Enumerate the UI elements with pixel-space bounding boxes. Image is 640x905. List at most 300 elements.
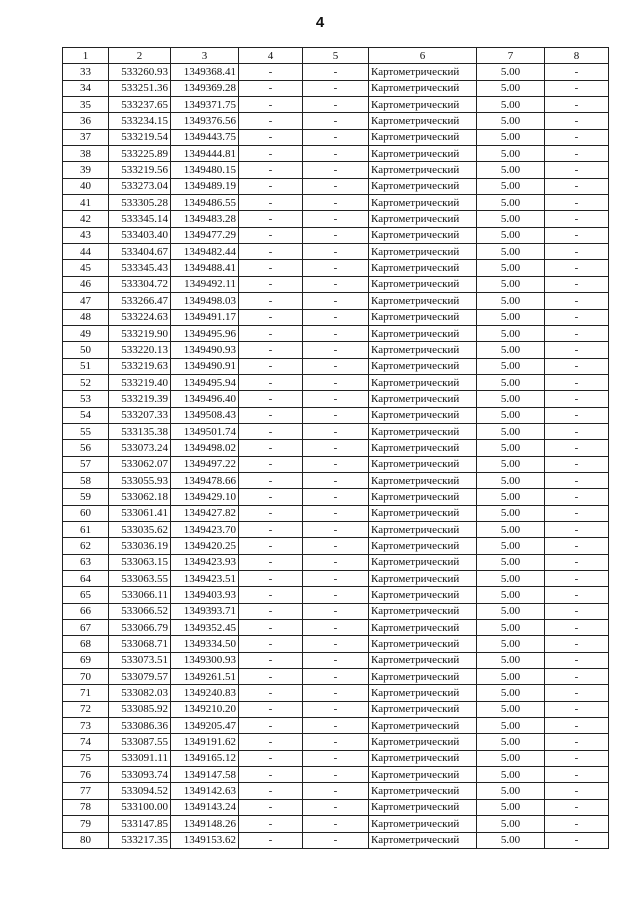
col5-cell: - (303, 701, 369, 717)
col5-cell: - (303, 293, 369, 309)
accuracy-cell: 5.00 (477, 358, 545, 374)
table-row (63, 685, 609, 701)
accuracy-cell: 5.00 (477, 718, 545, 734)
table-row (63, 129, 609, 145)
table-row (63, 64, 609, 80)
table-row (63, 456, 609, 472)
col5-cell: - (303, 734, 369, 750)
col4-cell: - (239, 211, 303, 227)
method-cell: Картометрический (369, 636, 477, 652)
col8-cell: - (545, 472, 609, 488)
col4-cell: - (239, 816, 303, 832)
table-row (63, 276, 609, 292)
point-number-cell: 57 (63, 456, 109, 472)
method-cell: Картометрический (369, 816, 477, 832)
x-coordinate-cell: 533251.36 (109, 80, 171, 96)
method-cell: Картометрический (369, 325, 477, 341)
col5-cell: - (303, 391, 369, 407)
col8-cell: - (545, 97, 609, 113)
method-cell: Картометрический (369, 211, 477, 227)
table-row (63, 80, 609, 96)
y-coordinate-cell: 1349429.10 (171, 489, 239, 505)
col4-cell: - (239, 603, 303, 619)
col5-cell: - (303, 97, 369, 113)
y-coordinate-cell: 1349376.56 (171, 113, 239, 129)
col8-cell: - (545, 799, 609, 815)
method-cell: Картометрический (369, 571, 477, 587)
col4-cell: - (239, 718, 303, 734)
x-coordinate-cell: 533093.74 (109, 767, 171, 783)
accuracy-cell: 5.00 (477, 767, 545, 783)
col5-cell: - (303, 342, 369, 358)
table-row (63, 521, 609, 537)
table-row (63, 325, 609, 341)
col4-cell: - (239, 456, 303, 472)
col5-cell: - (303, 358, 369, 374)
accuracy-cell: 5.00 (477, 603, 545, 619)
point-number-cell: 66 (63, 603, 109, 619)
y-coordinate-cell: 1349491.17 (171, 309, 239, 325)
col5-cell: - (303, 244, 369, 260)
col8-cell: - (545, 636, 609, 652)
col4-cell: - (239, 750, 303, 766)
accuracy-cell: 5.00 (477, 734, 545, 750)
col4-cell: - (239, 260, 303, 276)
col8-cell: - (545, 456, 609, 472)
x-coordinate-cell: 533063.15 (109, 554, 171, 570)
col4-cell: - (239, 554, 303, 570)
table-row (63, 113, 609, 129)
method-cell: Картометрический (369, 652, 477, 668)
y-coordinate-cell: 1349423.93 (171, 554, 239, 570)
table-row (63, 423, 609, 439)
accuracy-cell: 5.00 (477, 505, 545, 521)
col4-cell: - (239, 734, 303, 750)
method-cell: Картометрический (369, 783, 477, 799)
table-row (63, 718, 609, 734)
table-row (63, 620, 609, 636)
method-cell: Картометрический (369, 521, 477, 537)
col4-cell: - (239, 244, 303, 260)
accuracy-cell: 5.00 (477, 80, 545, 96)
y-coordinate-cell: 1349352.45 (171, 620, 239, 636)
col4-cell: - (239, 783, 303, 799)
col4-cell: - (239, 799, 303, 815)
accuracy-cell: 5.00 (477, 162, 545, 178)
table-row (63, 195, 609, 211)
point-number-cell: 55 (63, 423, 109, 439)
col4-cell: - (239, 407, 303, 423)
col5-cell: - (303, 80, 369, 96)
table-row (63, 178, 609, 194)
y-coordinate-cell: 1349498.03 (171, 293, 239, 309)
accuracy-cell: 5.00 (477, 227, 545, 243)
y-coordinate-cell: 1349443.75 (171, 129, 239, 145)
col8-cell: - (545, 113, 609, 129)
point-number-cell: 62 (63, 538, 109, 554)
col5-cell: - (303, 472, 369, 488)
y-coordinate-cell: 1349508.43 (171, 407, 239, 423)
y-coordinate-cell: 1349393.71 (171, 603, 239, 619)
col8-cell: - (545, 80, 609, 96)
accuracy-cell: 5.00 (477, 309, 545, 325)
accuracy-cell: 5.00 (477, 407, 545, 423)
col5-cell: - (303, 505, 369, 521)
method-cell: Картометрический (369, 260, 477, 276)
point-number-cell: 39 (63, 162, 109, 178)
table-row (63, 554, 609, 570)
y-coordinate-cell: 1349205.47 (171, 718, 239, 734)
col5-cell: - (303, 669, 369, 685)
point-number-cell: 51 (63, 358, 109, 374)
y-coordinate-cell: 1349240.83 (171, 685, 239, 701)
y-coordinate-cell: 1349369.28 (171, 80, 239, 96)
method-cell: Картометрический (369, 767, 477, 783)
method-cell: Картометрический (369, 97, 477, 113)
accuracy-cell: 5.00 (477, 799, 545, 815)
x-coordinate-cell: 533345.14 (109, 211, 171, 227)
col4-cell: - (239, 440, 303, 456)
table-row (63, 816, 609, 832)
x-coordinate-cell: 533055.93 (109, 472, 171, 488)
col5-cell: - (303, 195, 369, 211)
x-coordinate-cell: 533404.67 (109, 244, 171, 260)
col8-cell: - (545, 669, 609, 685)
x-coordinate-cell: 533207.33 (109, 407, 171, 423)
col4-cell: - (239, 227, 303, 243)
col5-cell: - (303, 113, 369, 129)
col5-cell: - (303, 554, 369, 570)
y-coordinate-cell: 1349147.58 (171, 767, 239, 783)
point-number-cell: 60 (63, 505, 109, 521)
x-coordinate-cell: 533219.39 (109, 391, 171, 407)
col4-cell: - (239, 309, 303, 325)
accuracy-cell: 5.00 (477, 260, 545, 276)
accuracy-cell: 5.00 (477, 652, 545, 668)
col5-cell: - (303, 718, 369, 734)
point-number-cell: 36 (63, 113, 109, 129)
accuracy-cell: 5.00 (477, 750, 545, 766)
method-cell: Картометрический (369, 620, 477, 636)
col8-cell: - (545, 407, 609, 423)
point-number-cell: 58 (63, 472, 109, 488)
table-row (63, 669, 609, 685)
col8-cell: - (545, 521, 609, 537)
accuracy-cell: 5.00 (477, 113, 545, 129)
y-coordinate-cell: 1349210.20 (171, 701, 239, 717)
point-number-cell: 76 (63, 767, 109, 783)
col5-cell: - (303, 456, 369, 472)
col8-cell: - (545, 701, 609, 717)
x-coordinate-cell: 533260.93 (109, 64, 171, 80)
point-number-cell: 38 (63, 146, 109, 162)
col5-cell: - (303, 423, 369, 439)
y-coordinate-cell: 1349498.02 (171, 440, 239, 456)
x-coordinate-cell: 533273.04 (109, 178, 171, 194)
method-cell: Картометрический (369, 162, 477, 178)
column-header: 4 (239, 48, 303, 64)
method-cell: Картометрический (369, 309, 477, 325)
x-coordinate-cell: 533073.24 (109, 440, 171, 456)
accuracy-cell: 5.00 (477, 620, 545, 636)
col8-cell: - (545, 129, 609, 145)
col5-cell: - (303, 309, 369, 325)
x-coordinate-cell: 533305.28 (109, 195, 171, 211)
x-coordinate-cell: 533219.40 (109, 374, 171, 390)
y-coordinate-cell: 1349300.93 (171, 652, 239, 668)
col4-cell: - (239, 293, 303, 309)
y-coordinate-cell: 1349495.94 (171, 374, 239, 390)
accuracy-cell: 5.00 (477, 244, 545, 260)
accuracy-cell: 5.00 (477, 374, 545, 390)
x-coordinate-cell: 533085.92 (109, 701, 171, 717)
method-cell: Картометрический (369, 227, 477, 243)
point-number-cell: 35 (63, 97, 109, 113)
col8-cell: - (545, 538, 609, 554)
table-row (63, 571, 609, 587)
y-coordinate-cell: 1349420.25 (171, 538, 239, 554)
col5-cell: - (303, 636, 369, 652)
y-coordinate-cell: 1349482.44 (171, 244, 239, 260)
table-row (63, 260, 609, 276)
x-coordinate-cell: 533094.52 (109, 783, 171, 799)
method-cell: Картометрический (369, 832, 477, 848)
accuracy-cell: 5.00 (477, 521, 545, 537)
x-coordinate-cell: 533062.07 (109, 456, 171, 472)
col8-cell: - (545, 750, 609, 766)
col5-cell: - (303, 260, 369, 276)
col5-cell: - (303, 64, 369, 80)
col8-cell: - (545, 391, 609, 407)
point-number-cell: 37 (63, 129, 109, 145)
table-row (63, 652, 609, 668)
point-number-cell: 50 (63, 342, 109, 358)
col8-cell: - (545, 309, 609, 325)
method-cell: Картометрический (369, 472, 477, 488)
col4-cell: - (239, 423, 303, 439)
point-number-cell: 52 (63, 374, 109, 390)
y-coordinate-cell: 1349148.26 (171, 816, 239, 832)
table-row (63, 799, 609, 815)
col4-cell: - (239, 64, 303, 80)
y-coordinate-cell: 1349489.19 (171, 178, 239, 194)
col8-cell: - (545, 325, 609, 341)
col5-cell: - (303, 652, 369, 668)
point-number-cell: 71 (63, 685, 109, 701)
method-cell: Картометрический (369, 701, 477, 717)
table-body (63, 64, 609, 849)
y-coordinate-cell: 1349334.50 (171, 636, 239, 652)
accuracy-cell: 5.00 (477, 456, 545, 472)
col8-cell: - (545, 227, 609, 243)
col4-cell: - (239, 636, 303, 652)
point-number-cell: 64 (63, 571, 109, 587)
y-coordinate-cell: 1349153.62 (171, 832, 239, 848)
col8-cell: - (545, 489, 609, 505)
x-coordinate-cell: 533091.11 (109, 750, 171, 766)
point-number-cell: 46 (63, 276, 109, 292)
point-number-cell: 33 (63, 64, 109, 80)
col8-cell: - (545, 162, 609, 178)
col5-cell: - (303, 178, 369, 194)
col5-cell: - (303, 440, 369, 456)
point-number-cell: 72 (63, 701, 109, 717)
method-cell: Картометрический (369, 603, 477, 619)
col4-cell: - (239, 620, 303, 636)
point-number-cell: 59 (63, 489, 109, 505)
col8-cell: - (545, 620, 609, 636)
coordinates-table (62, 47, 609, 849)
point-number-cell: 80 (63, 832, 109, 848)
y-coordinate-cell: 1349490.91 (171, 358, 239, 374)
col8-cell: - (545, 505, 609, 521)
accuracy-cell: 5.00 (477, 97, 545, 113)
point-number-cell: 74 (63, 734, 109, 750)
col5-cell: - (303, 832, 369, 848)
method-cell: Картометрический (369, 799, 477, 815)
col4-cell: - (239, 325, 303, 341)
table-row (63, 162, 609, 178)
method-cell: Картометрический (369, 80, 477, 96)
y-coordinate-cell: 1349488.41 (171, 260, 239, 276)
col4-cell: - (239, 276, 303, 292)
col8-cell: - (545, 276, 609, 292)
point-number-cell: 45 (63, 260, 109, 276)
col4-cell: - (239, 374, 303, 390)
col8-cell: - (545, 342, 609, 358)
accuracy-cell: 5.00 (477, 64, 545, 80)
header-row (63, 48, 609, 64)
col8-cell: - (545, 718, 609, 734)
x-coordinate-cell: 533087.55 (109, 734, 171, 750)
x-coordinate-cell: 533219.90 (109, 325, 171, 341)
accuracy-cell: 5.00 (477, 276, 545, 292)
point-number-cell: 48 (63, 309, 109, 325)
y-coordinate-cell: 1349143.24 (171, 799, 239, 815)
column-header: 7 (477, 48, 545, 64)
col8-cell: - (545, 685, 609, 701)
column-header: 3 (171, 48, 239, 64)
x-coordinate-cell: 533066.79 (109, 620, 171, 636)
x-coordinate-cell: 533219.54 (109, 129, 171, 145)
y-coordinate-cell: 1349496.40 (171, 391, 239, 407)
accuracy-cell: 5.00 (477, 587, 545, 603)
col5-cell: - (303, 211, 369, 227)
accuracy-cell: 5.00 (477, 129, 545, 145)
accuracy-cell: 5.00 (477, 195, 545, 211)
table-row (63, 440, 609, 456)
y-coordinate-cell: 1349444.81 (171, 146, 239, 162)
table-row (63, 587, 609, 603)
col5-cell: - (303, 276, 369, 292)
col8-cell: - (545, 554, 609, 570)
point-number-cell: 68 (63, 636, 109, 652)
x-coordinate-cell: 533035.62 (109, 521, 171, 537)
table-row (63, 538, 609, 554)
point-number-cell: 47 (63, 293, 109, 309)
col4-cell: - (239, 472, 303, 488)
accuracy-cell: 5.00 (477, 816, 545, 832)
y-coordinate-cell: 1349480.15 (171, 162, 239, 178)
col4-cell: - (239, 587, 303, 603)
x-coordinate-cell: 533224.63 (109, 309, 171, 325)
col5-cell: - (303, 620, 369, 636)
x-coordinate-cell: 533219.63 (109, 358, 171, 374)
accuracy-cell: 5.00 (477, 440, 545, 456)
col8-cell: - (545, 587, 609, 603)
method-cell: Картометрический (369, 178, 477, 194)
col5-cell: - (303, 538, 369, 554)
col4-cell: - (239, 391, 303, 407)
col8-cell: - (545, 652, 609, 668)
x-coordinate-cell: 533304.72 (109, 276, 171, 292)
col8-cell: - (545, 146, 609, 162)
y-coordinate-cell: 1349478.66 (171, 472, 239, 488)
col4-cell: - (239, 489, 303, 505)
method-cell: Картометрический (369, 293, 477, 309)
x-coordinate-cell: 533063.55 (109, 571, 171, 587)
method-cell: Картометрический (369, 129, 477, 145)
accuracy-cell: 5.00 (477, 783, 545, 799)
accuracy-cell: 5.00 (477, 342, 545, 358)
col8-cell: - (545, 64, 609, 80)
point-number-cell: 41 (63, 195, 109, 211)
accuracy-cell: 5.00 (477, 701, 545, 717)
point-number-cell: 70 (63, 669, 109, 685)
x-coordinate-cell: 533086.36 (109, 718, 171, 734)
point-number-cell: 77 (63, 783, 109, 799)
method-cell: Картометрический (369, 195, 477, 211)
col8-cell: - (545, 211, 609, 227)
col8-cell: - (545, 571, 609, 587)
y-coordinate-cell: 1349492.11 (171, 276, 239, 292)
page-number: 4 (315, 14, 325, 31)
col4-cell: - (239, 669, 303, 685)
col4-cell: - (239, 80, 303, 96)
col4-cell: - (239, 146, 303, 162)
y-coordinate-cell: 1349497.22 (171, 456, 239, 472)
x-coordinate-cell: 533073.51 (109, 652, 171, 668)
col5-cell: - (303, 374, 369, 390)
accuracy-cell: 5.00 (477, 211, 545, 227)
x-coordinate-cell: 533403.40 (109, 227, 171, 243)
col5-cell: - (303, 750, 369, 766)
accuracy-cell: 5.00 (477, 146, 545, 162)
x-coordinate-cell: 533220.13 (109, 342, 171, 358)
method-cell: Картометрический (369, 440, 477, 456)
table-row (63, 342, 609, 358)
x-coordinate-cell: 533062.18 (109, 489, 171, 505)
col5-cell: - (303, 227, 369, 243)
col4-cell: - (239, 571, 303, 587)
table-row (63, 472, 609, 488)
column-header: 2 (109, 48, 171, 64)
method-cell: Картометрический (369, 146, 477, 162)
col8-cell: - (545, 440, 609, 456)
col4-cell: - (239, 832, 303, 848)
table-row (63, 358, 609, 374)
col5-cell: - (303, 407, 369, 423)
accuracy-cell: 5.00 (477, 293, 545, 309)
col5-cell: - (303, 146, 369, 162)
x-coordinate-cell: 533345.43 (109, 260, 171, 276)
accuracy-cell: 5.00 (477, 178, 545, 194)
point-number-cell: 43 (63, 227, 109, 243)
col8-cell: - (545, 293, 609, 309)
y-coordinate-cell: 1349490.93 (171, 342, 239, 358)
method-cell: Картометрический (369, 342, 477, 358)
point-number-cell: 44 (63, 244, 109, 260)
